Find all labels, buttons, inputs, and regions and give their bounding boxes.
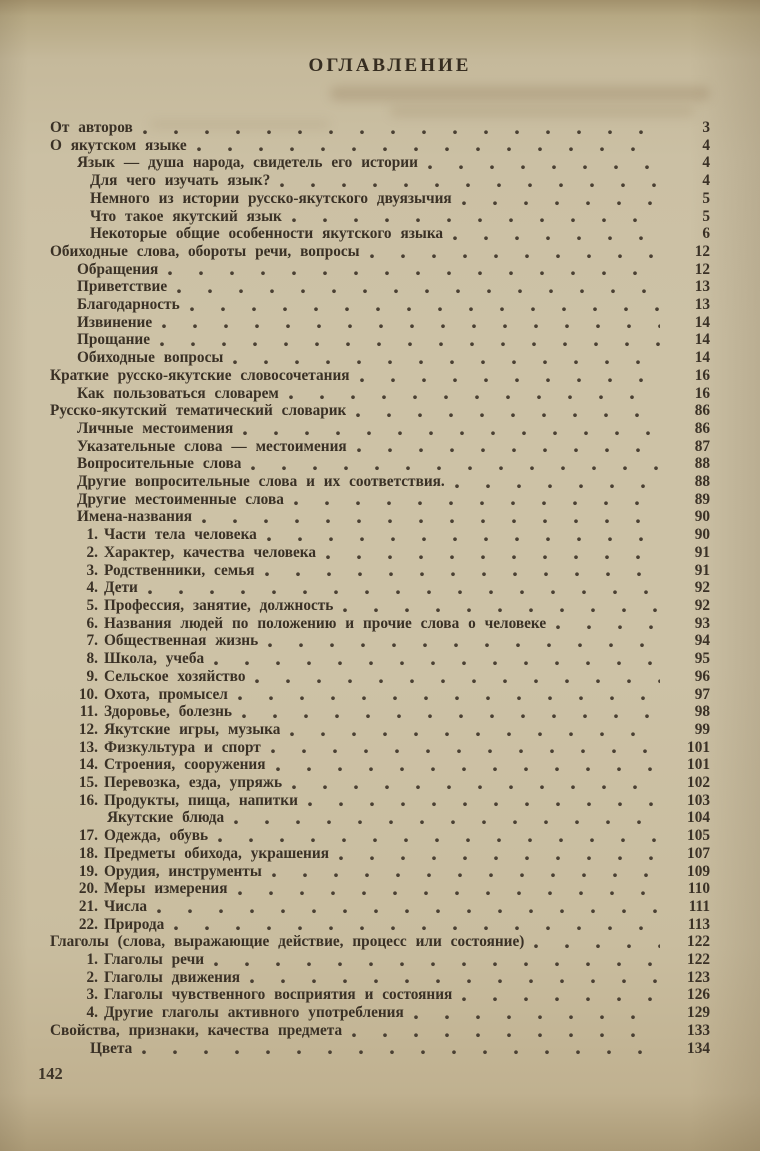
toc-entry-label: Природа	[104, 915, 165, 933]
toc-entry-page: 97	[694, 685, 710, 703]
toc-entry-label: Свойства, признаки, качества предмета	[50, 1021, 343, 1039]
toc-entry-number: 13.	[78, 738, 98, 756]
toc-entry-page: 13	[694, 296, 710, 314]
toc-entry-label: Глаголы речи	[104, 951, 205, 969]
toc-entry	[78, 898, 710, 916]
toc-entry-page: 94	[694, 632, 710, 650]
toc-entry-page: 101	[687, 738, 710, 756]
toc-entry	[50, 367, 710, 385]
toc-entry	[77, 296, 710, 314]
toc-entry	[78, 615, 710, 633]
toc-entry-page: 104	[687, 809, 710, 827]
toc-entry-label: Русско-якутский тематический словарик	[50, 402, 347, 420]
toc-entry-page: 111	[688, 897, 710, 915]
dot-leader	[357, 438, 660, 456]
toc-entry	[90, 1040, 710, 1058]
toc-entry-number: 16.	[78, 791, 98, 809]
toc-entry-page: 16	[694, 366, 710, 384]
toc-entry-page: 14	[694, 331, 710, 349]
toc-entry-label: Другие глаголы активного употребления	[104, 1004, 404, 1022]
toc-entry-label: Указательные слова — местоимения	[77, 437, 347, 455]
dot-leader	[238, 686, 660, 704]
dot-leader	[556, 615, 660, 633]
toc-entry-page: 86	[694, 402, 710, 420]
toc-entry-page: 110	[687, 880, 710, 898]
dot-leader	[462, 190, 660, 208]
dot-leader	[162, 314, 660, 332]
toc-entry-label: Глаголы чувственного восприятия и состояния	[104, 986, 453, 1004]
toc-entry-label: Профессия, занятие, должность	[104, 596, 334, 614]
dot-leader	[360, 367, 660, 385]
toc-entry	[50, 1022, 710, 1040]
toc-entry	[50, 137, 710, 155]
toc-entry-number: 21.	[78, 897, 98, 915]
toc-entry-number: 22.	[78, 915, 98, 933]
toc-entry-number: 7.	[86, 632, 98, 650]
toc-entry-label: Цвета	[90, 1039, 133, 1057]
toc-entry-label: Немного из истории русско-якутского двуязычия	[90, 189, 452, 207]
toc-entry-label: Для чего изучать язык?	[90, 172, 271, 190]
dot-leader	[294, 491, 660, 509]
dot-leader	[534, 933, 660, 951]
toc-entry-page: 129	[687, 1004, 710, 1022]
toc-entry	[78, 880, 710, 898]
toc-entry	[78, 597, 710, 615]
dot-leader	[214, 650, 660, 668]
toc-entry	[77, 154, 710, 172]
toc-entry-page: 113	[687, 915, 710, 933]
toc-entry	[90, 225, 710, 243]
toc-entry-label: Части тела человека	[104, 526, 257, 544]
toc-entry	[78, 739, 710, 757]
toc-entry-label: Приветствие	[77, 278, 168, 296]
toc-entry-label: Якутские блюда	[107, 809, 225, 827]
bleed-through-smudge	[330, 86, 710, 101]
toc-entry	[78, 721, 710, 739]
toc-entry	[77, 438, 710, 456]
toc-entry-label: Обиходные слова, обороты речи, вопросы	[50, 242, 360, 260]
dot-leader	[292, 774, 660, 792]
toc-entry-page: 5	[702, 207, 710, 225]
dot-leader	[267, 526, 660, 544]
dot-leader	[455, 473, 660, 491]
toc-entry	[77, 473, 710, 491]
toc-entry	[77, 508, 710, 526]
dot-leader	[268, 632, 660, 650]
toc-entry-page: 126	[687, 986, 710, 1004]
toc-entry	[77, 314, 710, 332]
dot-leader	[242, 703, 660, 721]
toc-entry	[107, 809, 710, 827]
toc-entry-label: Характер, качества человека	[104, 543, 317, 561]
toc-entry-label: Сельское хозяйство	[104, 667, 246, 685]
toc-entry-number: 15.	[78, 774, 98, 792]
toc-entry-page: 96	[694, 667, 710, 685]
toc-entry-page: 95	[694, 650, 710, 668]
toc-entry-label: Другие местоименные слова	[77, 490, 284, 508]
dot-leader	[168, 261, 660, 279]
toc-entry-page: 122	[687, 951, 710, 969]
dot-leader	[308, 792, 660, 810]
toc-entry-number: 3.	[86, 561, 98, 579]
toc-entry-page: 109	[687, 862, 710, 880]
toc-entry-label: Личные местоимения	[77, 419, 234, 437]
toc-entry	[78, 632, 710, 650]
dot-leader	[148, 579, 660, 597]
dot-leader	[251, 455, 660, 473]
toc-entry-page: 103	[687, 791, 710, 809]
toc-entry-label: Другие вопросительные слова и их соответствия.	[77, 473, 445, 491]
toc-entry	[78, 845, 710, 863]
toc-entry-label: Извинение	[77, 313, 153, 331]
toc-entry	[77, 385, 710, 403]
toc-entry-page: 4	[702, 172, 710, 190]
toc-entry-label: Названия людей по положению и прочие слова о человеке	[104, 614, 547, 632]
toc-entry-page: 89	[694, 490, 710, 508]
toc-entry-label: Строения, сооружения	[104, 756, 266, 774]
toc-entry-label: Как пользоваться словарем	[77, 384, 279, 402]
toc-entry	[78, 986, 710, 1004]
toc-entry	[78, 579, 710, 597]
toc-entry	[50, 933, 710, 951]
dot-leader	[238, 880, 660, 898]
toc-entry	[50, 119, 710, 137]
dot-leader	[265, 562, 660, 580]
dot-leader	[343, 597, 660, 615]
dot-leader	[280, 172, 660, 190]
dot-leader	[414, 1004, 660, 1022]
dot-leader	[272, 863, 660, 881]
dot-leader	[177, 278, 660, 296]
toc-entry-page: 14	[694, 313, 710, 331]
toc-entry	[78, 756, 710, 774]
toc-entry-label: Общественная жизнь	[104, 632, 259, 650]
toc-entry-label: Школа, учеба	[104, 650, 205, 668]
toc-entry-label: Перевозка, езда, упряжь	[104, 774, 283, 792]
dot-leader	[289, 385, 660, 403]
dot-leader	[462, 986, 660, 1004]
dot-leader	[174, 916, 660, 934]
dot-leader	[292, 208, 660, 226]
toc-entry-label: От авторов	[50, 119, 133, 136]
toc-entry	[78, 792, 710, 810]
dot-leader	[233, 349, 660, 367]
dot-leader	[352, 1022, 660, 1040]
dot-leader	[160, 331, 660, 349]
toc-entry-page: 12	[694, 242, 710, 260]
dot-leader	[214, 951, 660, 969]
toc-entry-page: 3	[702, 119, 710, 136]
dot-leader	[250, 969, 660, 987]
toc-entry-number: 1.	[86, 951, 98, 969]
dot-leader	[370, 243, 660, 261]
toc-entry-label: Продукты, пища, напитки	[104, 791, 298, 809]
toc-entry-page: 92	[694, 579, 710, 597]
toc-entry	[77, 420, 710, 438]
toc-entry-page: 102	[687, 774, 710, 792]
toc-entry-page: 123	[687, 968, 710, 986]
toc-entry-page: 87	[694, 437, 710, 455]
toc-entry	[77, 278, 710, 296]
toc-entry-page: 88	[694, 473, 710, 491]
dot-leader	[271, 739, 660, 757]
toc-entry-page: 13	[694, 278, 710, 296]
toc-entry-page: 14	[694, 349, 710, 367]
toc-entry-label: Благодарность	[77, 296, 180, 314]
toc-entry-label: Физкультура и спорт	[104, 738, 261, 756]
toc-entry-page: 107	[687, 844, 710, 862]
toc-entry-number: 5.	[86, 596, 98, 614]
toc-entry-page: 12	[694, 260, 710, 278]
toc-entry	[50, 402, 710, 420]
toc-entry	[78, 827, 710, 845]
toc-entry	[78, 526, 710, 544]
toc-entry-page: 4	[702, 136, 710, 154]
toc-entry-number: 11.	[79, 703, 98, 721]
toc-entry-page: 93	[694, 614, 710, 632]
dot-leader	[326, 544, 660, 562]
page-title: ОГЛАВЛЕНИЕ	[308, 55, 472, 76]
dot-leader	[202, 508, 660, 526]
toc-entry	[78, 1004, 710, 1022]
toc-entry	[78, 686, 710, 704]
dot-leader	[453, 225, 660, 243]
dot-leader	[234, 809, 660, 827]
toc-entry-page: 105	[687, 827, 710, 845]
toc-entry-page: 122	[687, 933, 710, 951]
dot-leader	[243, 420, 660, 438]
toc-entry-number: 18.	[78, 844, 98, 862]
toc-entry-page: 133	[687, 1021, 710, 1039]
toc-entry	[90, 208, 710, 226]
toc-entry-label: Дети	[104, 579, 138, 597]
toc-entry-label: Язык — душа народа, свидетель его истории	[77, 154, 418, 172]
toc-entry-page: 91	[694, 561, 710, 579]
toc-entry-page: 91	[694, 543, 710, 561]
toc-entry	[90, 190, 710, 208]
toc-entry	[78, 863, 710, 881]
toc-entry-label: Глаголы (слова, выражающие действие, процесс или состояние)	[50, 933, 525, 951]
toc-entry	[78, 774, 710, 792]
dot-leader	[157, 898, 660, 916]
toc-entry	[78, 668, 710, 686]
toc-entry-label: Глаголы движения	[104, 968, 241, 986]
toc-entry-label: О якутском языке	[50, 136, 187, 154]
toc-entry-page: 98	[694, 703, 710, 721]
toc-entry-label: Якутские игры, музыка	[104, 720, 281, 738]
toc-entry-label: Здоровье, болезнь	[104, 703, 233, 721]
toc-entry-label: Одежда, обувь	[104, 827, 209, 845]
toc-entry-page: 134	[687, 1039, 710, 1057]
toc-entry	[78, 951, 710, 969]
toc-list	[50, 119, 710, 1057]
toc-entry-page: 6	[702, 225, 710, 243]
bleed-through-smudge	[390, 106, 695, 117]
toc-entry-number: 4.	[86, 1004, 98, 1022]
toc-entry-page: 16	[694, 384, 710, 402]
toc-entry-label: Меры измерения	[104, 880, 228, 898]
dot-leader	[339, 845, 660, 863]
toc-entry-page: 90	[694, 508, 710, 526]
toc-entry-page: 86	[694, 419, 710, 437]
toc-entry-label: Обращения	[77, 260, 159, 278]
dot-leader	[143, 119, 660, 137]
toc-entry-number: 2.	[86, 968, 98, 986]
toc-entry-page: 92	[694, 596, 710, 614]
toc-entry-page: 99	[694, 720, 710, 738]
toc-entry-number: 6.	[86, 614, 98, 632]
toc-entry	[50, 243, 710, 261]
toc-entry-number: 8.	[86, 650, 98, 668]
toc-entry-page: 88	[694, 455, 710, 473]
toc-entry-number: 4.	[86, 579, 98, 597]
toc-entry-number: 17.	[78, 827, 98, 845]
folio-page-number: 142	[38, 1064, 63, 1083]
toc-entry-page: 101	[687, 756, 710, 774]
toc-entry	[77, 331, 710, 349]
dot-leader	[255, 668, 660, 686]
toc-entry-number: 20.	[78, 880, 98, 898]
toc-entry	[78, 969, 710, 987]
toc-entry-number: 1.	[86, 526, 98, 544]
toc-entry-label: Вопросительные слова	[77, 455, 242, 473]
dot-leader	[190, 296, 660, 314]
toc-entry	[78, 916, 710, 934]
toc-entry-number: 3.	[86, 986, 98, 1004]
toc-entry-label: Числа	[104, 897, 148, 915]
dot-leader	[142, 1040, 660, 1058]
toc-entry-label: Краткие русско-якутские словосочетания	[50, 366, 350, 384]
toc-entry-label: Охота, промысел	[104, 685, 228, 703]
toc-entry-label: Прощание	[77, 331, 151, 349]
toc-entry-page: 4	[702, 154, 710, 172]
toc-entry-page: 90	[694, 526, 710, 544]
toc-entry-number: 19.	[78, 862, 98, 880]
toc-entry-label: Что такое якутский язык	[90, 207, 282, 225]
toc-entry-page: 5	[702, 189, 710, 207]
toc-entry	[78, 650, 710, 668]
toc-entry	[77, 491, 710, 509]
toc-entry	[78, 562, 710, 580]
dot-leader	[197, 137, 660, 155]
dot-leader	[218, 827, 660, 845]
dot-leader	[290, 721, 660, 739]
toc-entry	[77, 261, 710, 279]
toc-entry	[77, 349, 710, 367]
dot-leader	[276, 756, 660, 774]
toc-entry-number: 9.	[86, 667, 98, 685]
toc-entry	[78, 703, 710, 721]
toc-entry	[77, 455, 710, 473]
toc-entry-label: Орудия, инструменты	[104, 862, 262, 880]
toc-entry-label: Предметы обихода, украшения	[104, 844, 329, 862]
dot-leader	[356, 402, 660, 420]
toc-entry	[90, 172, 710, 190]
toc-entry-label: Обиходные вопросы	[77, 349, 224, 367]
toc-entry-number: 12.	[78, 720, 98, 738]
toc-entry-label: Родственники, семья	[104, 561, 255, 579]
toc-entry-number: 2.	[86, 543, 98, 561]
toc-entry-label: Имена-названия	[77, 508, 193, 526]
toc-entry	[78, 544, 710, 562]
toc-entry-number: 10.	[78, 685, 98, 703]
dot-leader	[428, 154, 660, 172]
toc-entry-label: Некоторые общие особенности якутского языка	[90, 225, 444, 243]
toc-entry-number: 14.	[78, 756, 98, 774]
